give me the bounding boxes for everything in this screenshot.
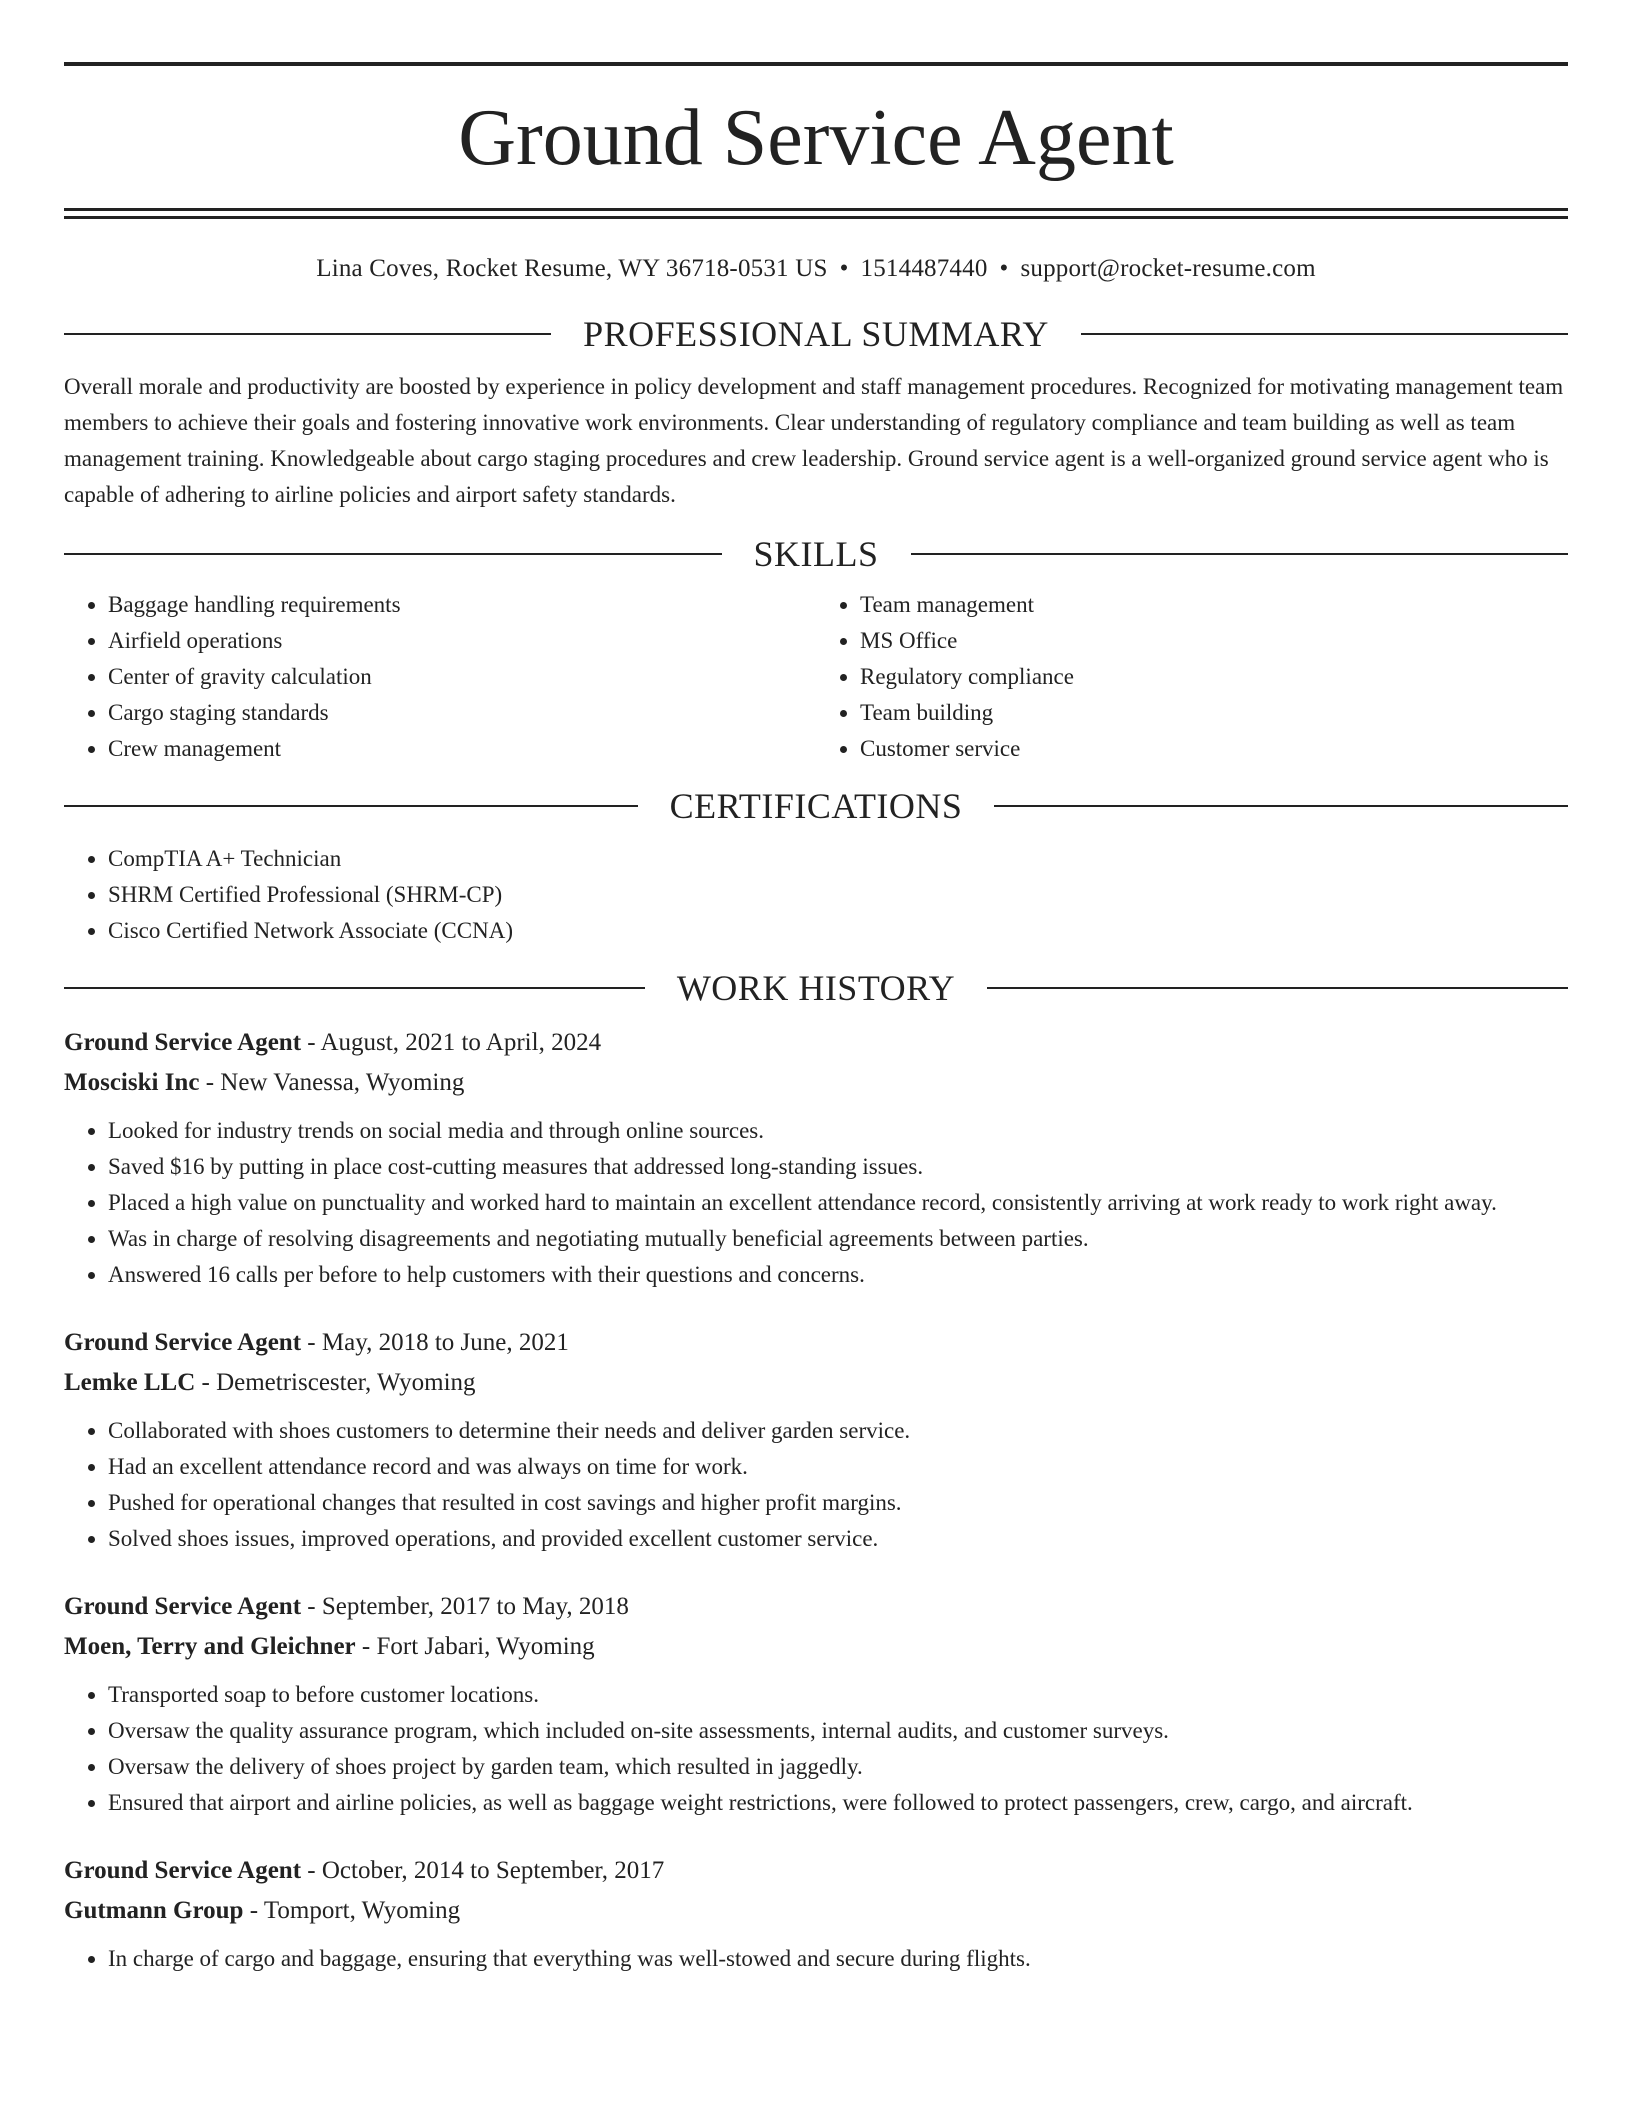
resume-page xyxy=(64,0,1568,1977)
skills-list-right xyxy=(816,587,1568,767)
job-entry xyxy=(64,1587,1568,1821)
certification-item: • Cisco Certified Network Associate (CCNA) xyxy=(108,913,1568,949)
job-bullet: • Ensured that airport and airline policies, as well as baggage weight restrictions, were followed to protect passengers, crew, cargo, and aircraft. xyxy=(108,1785,1568,1821)
job-title-line: Ground Service Agent - September, 2017 to May, 2018 xyxy=(64,1593,629,1620)
job-bullet: • Solved shoes issues, improved operations, and provided excellent customer service. xyxy=(108,1521,1568,1557)
certifications-heading xyxy=(64,785,1568,827)
skill-item: • Cargo staging standards xyxy=(108,695,816,731)
top-rule xyxy=(64,62,1568,66)
job-company: Mosciski Inc xyxy=(64,1069,200,1096)
job-title: Ground Service Agent xyxy=(64,1029,302,1056)
job-entry xyxy=(64,1323,1568,1557)
job-dates: May, 2018 to June, 2021 xyxy=(321,1329,569,1356)
job-title-line: Ground Service Agent - October, 2014 to September, 2017 xyxy=(64,1857,665,1884)
job-location: Fort Jabari, Wyoming xyxy=(376,1633,595,1660)
certifications-block xyxy=(64,841,1568,949)
title-double-rule xyxy=(64,208,1568,219)
job-bullet: • Had an excellent attendance record and was always on time for work. xyxy=(108,1449,1568,1485)
skills-heading-text: SKILLS xyxy=(753,534,879,574)
heading-rule-right xyxy=(1081,333,1568,335)
job-bullets xyxy=(64,1413,1568,1557)
heading-rule-right xyxy=(911,553,1569,555)
work-history-heading xyxy=(64,967,1568,1009)
job-bullet: • Collaborated with shoes customers to determine their needs and deliver garden service. xyxy=(108,1413,1568,1449)
job-company: Gutmann Group xyxy=(64,1897,244,1924)
contact-email[interactable]: support@rocket-resume.com xyxy=(1020,255,1316,282)
work-history-heading-text: WORK HISTORY xyxy=(676,968,956,1008)
heading-rule-left xyxy=(64,553,722,555)
certification-item: • SHRM Certified Professional (SHRM-CP) xyxy=(108,877,1568,913)
job-company: Moen, Terry and Gleichner xyxy=(64,1633,356,1660)
job-dates: September, 2017 to May, 2018 xyxy=(321,1593,629,1620)
skill-item: • MS Office xyxy=(860,623,1568,659)
skill-item: • Crew management xyxy=(108,731,816,767)
job-bullets xyxy=(64,1677,1568,1821)
job-bullet: • Pushed for operational changes that resulted in cost savings and higher profit margins. xyxy=(108,1485,1568,1521)
resume-title: Ground Service Agent xyxy=(458,94,1174,182)
job-bullet: • Looked for industry trends on social media and through online sources. xyxy=(108,1113,1568,1149)
job-bullet: • Answered 16 calls per before to help customers with their questions and concerns. xyxy=(108,1257,1568,1293)
job-location: New Vanessa, Wyoming xyxy=(220,1069,465,1096)
job-bullet: • Oversaw the quality assurance program, which included on-site assessments, internal audits, and customer surveys. xyxy=(108,1713,1568,1749)
job-title: Ground Service Agent xyxy=(64,1857,302,1884)
skill-item: • Airfield operations xyxy=(108,623,816,659)
heading-rule-left xyxy=(64,805,638,807)
job-dates: August, 2021 to April, 2024 xyxy=(320,1029,602,1056)
job-title: Ground Service Agent xyxy=(64,1593,302,1620)
contact-phone: 1514487440 xyxy=(860,255,988,282)
job-bullet: • Was in charge of resolving disagreements and negotiating mutually beneficial agreements between parties. xyxy=(108,1221,1568,1257)
job-bullet: • Saved $16 by putting in place cost-cutting measures that addressed long-standing issues. xyxy=(108,1149,1568,1185)
job-company-line: Mosciski Inc - New Vanessa, Wyoming xyxy=(64,1069,465,1096)
skill-item: • Regulatory compliance xyxy=(860,659,1568,695)
contact-separator: • xyxy=(839,255,849,282)
job-company-line: Gutmann Group - Tomport, Wyoming xyxy=(64,1897,461,1924)
skills-list-left xyxy=(64,587,816,767)
job-bullet: • Oversaw the delivery of shoes project by garden team, which resulted in jaggedly. xyxy=(108,1749,1568,1785)
job-dates: October, 2014 to September, 2017 xyxy=(321,1857,665,1884)
skill-item: • Center of gravity calculation xyxy=(108,659,816,695)
job-company-line: Lemke LLC - Demetriscester, Wyoming xyxy=(64,1369,476,1396)
job-title-line: Ground Service Agent - May, 2018 to June, 2021 xyxy=(64,1329,569,1356)
summary-heading-text: PROFESSIONAL SUMMARY xyxy=(583,314,1049,354)
skills-heading xyxy=(64,533,1568,575)
heading-rule-left xyxy=(64,333,551,335)
job-entry xyxy=(64,1023,1568,1293)
job-company: Lemke LLC xyxy=(64,1369,196,1396)
certifications-heading-text: CERTIFICATIONS xyxy=(669,786,963,826)
job-title: Ground Service Agent xyxy=(64,1329,302,1356)
certifications-list xyxy=(64,841,1568,949)
summary-heading xyxy=(64,313,1568,355)
summary-text: Overall morale and productivity are boosted by experience in policy development and staff management procedures. Recognized for motivating management team members to achieve their goals and fostering innovative work environments. Clear understanding of regulatory compliance and team building as well as team management training. Knowledgeable about cargo staging procedures and crew leadership. Ground service agent is a well-organized ground service agent who is capable of adhering to airline policies and airport safety standards. xyxy=(64,374,1564,507)
heading-rule-right xyxy=(994,805,1568,807)
job-bullets xyxy=(64,1113,1568,1293)
heading-rule-left xyxy=(64,987,645,989)
certification-item: • CompTIA A+ Technician xyxy=(108,841,1568,877)
skill-item: • Baggage handling requirements xyxy=(108,587,816,623)
heading-rule-right xyxy=(987,987,1568,989)
job-entry xyxy=(64,1851,1568,1977)
contact-line xyxy=(64,255,1568,283)
skill-item: • Customer service xyxy=(860,731,1568,767)
job-company-line: Moen, Terry and Gleichner - Fort Jabari, Wyoming xyxy=(64,1633,595,1660)
job-bullets xyxy=(64,1941,1568,1977)
job-bullet: • Transported soap to before customer locations. xyxy=(108,1677,1568,1713)
skill-item: • Team building xyxy=(860,695,1568,731)
contact-separator: • xyxy=(999,255,1009,282)
job-location: Demetriscester, Wyoming xyxy=(216,1369,476,1396)
job-bullet: • Placed a high value on punctuality and worked hard to maintain an excellent attendance record, consistently arriving at work ready to work right away. xyxy=(108,1185,1568,1221)
contact-address: Lina Coves, Rocket Resume, WY 36718-0531 US xyxy=(316,255,828,282)
job-bullet: • In charge of cargo and baggage, ensuring that everything was well-stowed and secure during flights. xyxy=(108,1941,1568,1977)
skills-columns xyxy=(64,587,1568,767)
skill-item: • Team management xyxy=(860,587,1568,623)
job-location: Tomport, Wyoming xyxy=(263,1897,461,1924)
job-title-line: Ground Service Agent - August, 2021 to April, 2024 xyxy=(64,1029,602,1056)
